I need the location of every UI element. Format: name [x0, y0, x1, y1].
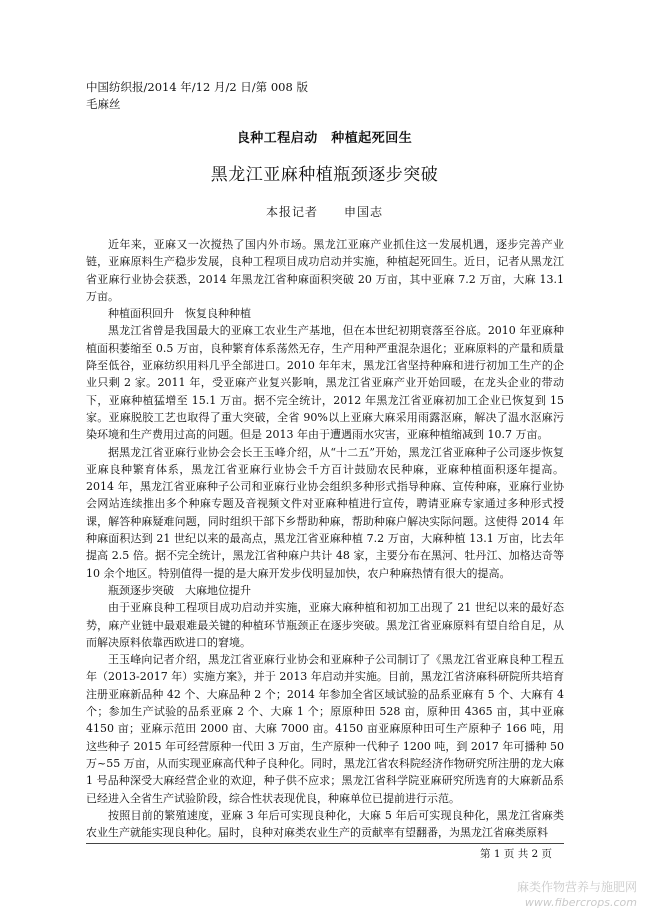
article-subtitle: 良种工程启动 种植起死回生 [236, 131, 413, 146]
page-number: 第 1 页 共 2 页 [480, 848, 553, 860]
source-citation: 中国纺织报/2014 年/12 月/2 日/第 008 版 [86, 80, 308, 94]
watermark-url: www.fibercrops.com [524, 896, 637, 909]
source-column: 毛麻丝 [86, 97, 121, 111]
watermark-name: 麻类作物营养与施肥网 [516, 880, 637, 894]
paragraph: 由于亚麻良种工程项目成功启动并实施，亚麻大麻种植和初加工出现了 21 世纪以来的最好态势，麻产业链中最艰难最关键的种植环节瓶颈正在逐步突破。黑龙江省亚麻原料有望自给自足，从而解决原料依靠西欧进口的窘境。 [86, 601, 564, 649]
paragraph: 按照目前的繁殖速度，亚麻 3 年后可实现良种化，大麻 5 年后可实现良种化，黑龙江省麻类农业生产就能实现良种化。届时，良种对麻类农业生产的贡献率有望翻番，为黑龙江省麻类原料 [86, 808, 564, 840]
footer-rule [86, 843, 564, 844]
paragraph: 王玉峰向记者介绍，黑龙江省亚麻行业协会和亚麻种子公司制订了《黑龙江省亚麻良种工程五年（2013-2017 年）实施方案》，并于 2013 年启动并实施。目前，黑龙江省济麻科研院所共培育注册亚麻新品种 42 个、大麻品种 2 个；2014 年参加全省区域试验的品系亚麻有 5 个、大麻有 4 个；参加生产试验的品系亚麻 2 个、大麻 1 个；原原种田 528 亩，原种田 4365 亩，其中亚麻 4150 亩；亚麻示范田 2000 亩、大麻 7000 亩。4150 亩亚麻原种田可生产原种子 166 吨，用这些种子 2015 年可经营原种一代田 3 万亩，生产原种一代种子 1200 吨，到 2017 年可播种 50 万~55 万亩，从而实现亚麻高代种子良种化。同时，黑龙江省农科院经济作物研究所注册的龙大麻 1 号品种深受大麻经营企业的欢迎，种子供不应求；黑龙江省科学院亚麻研究所选育的大麻新品系已经进入全省生产试验阶段，综合性状表现优良，种麻单位已提前进行示范。 [86, 653, 564, 805]
paragraph: 近年来，亚麻又一次搅热了国内外市场。黑龙江亚麻产业抓住这一发展机遇，逐步完善产业链，亚麻原料生产稳步发展，良种工程项目成功启动并实施，种植起死回生。近日，记者从黑龙江省亚麻行业协会获悉，2014 年黑龙江省种麻面积突破 20 万亩，其中亚麻 7.2 万亩，大麻 13.1 万亩。 [86, 238, 564, 303]
article-title: 黑龙江亚麻种植瓶颈逐步突破 [210, 165, 439, 185]
section-heading: 瓶颈逐步突破 大麻地位提升 [108, 583, 251, 597]
section-heading: 种植面积回升 恢复良种种植 [108, 307, 251, 321]
watermark [517, 880, 637, 910]
source-info [86, 79, 308, 113]
paragraph: 据黑龙江省亚麻行业协会会长王玉峰介绍，从“十二五”开始，黑龙江省亚麻种子公司逐步恢复亚麻良种繁育体系，黑龙江省亚麻行业协会千方百计鼓励农民种麻，亚麻种植面积逐年提高。2014 年，黑龙江省亚麻种子公司和亚麻行业协会组织多种形式指导种麻、宣传种麻，亚麻行业协会网站连续推出多个种麻专题及音视频文件对亚麻种植进行宣传，聘请亚麻专家通过多种形式授课，解答种麻疑难问题，同时组织干部下乡帮助种麻，帮助种麻户解决实际问题。这使得 2014 年种麻面积达到 21 世纪以来的最高点，黑龙江省亚麻种植 7.2 万亩，大麻种植 13.1 万亩，比去年提高 2.5 倍。据不完全统计，黑龙江省种麻户共计 48 家，主要分布在黑河、牡丹江、加格达奇等 10 余个地区。特别值得一提的是大麻开发步伐明显加快，农户种麻热情有很大的提高。 [86, 445, 564, 580]
paragraph: 黑龙江省曾是我国最大的亚麻工农业生产基地，但在本世纪初期衰落至谷底。2010 年亚麻种植面积萎缩至 0.5 万亩，良种繁育体系荡然无存，生产用种严重混杂退化；亚麻原料的产量和质量降至低谷，亚麻纺织用料几乎全部进口。2010 年年末，黑龙江省坚持种麻和进行初加工生产的企业只剩 2 家。2011 年，受亚麻产业复兴影响，黑龙江省亚麻产业开始回暖，在龙头企业的带动下，亚麻种植猛增至 15.1 万亩。据不完全统计，2012 年黑龙江省亚麻初加工企业已恢复到 15 家。亚麻脱胶工艺也取得了重大突破，全省 90%以上亚麻大麻采用雨露沤麻，解决了温水沤麻污染环境和生产费用过高的问题。但是 2013 年由于遭遇雨水灾害，亚麻种植缩减到 10.7 万亩。 [86, 324, 564, 442]
article-body [86, 236, 564, 841]
byline: 本报记者 申国志 [265, 205, 383, 219]
